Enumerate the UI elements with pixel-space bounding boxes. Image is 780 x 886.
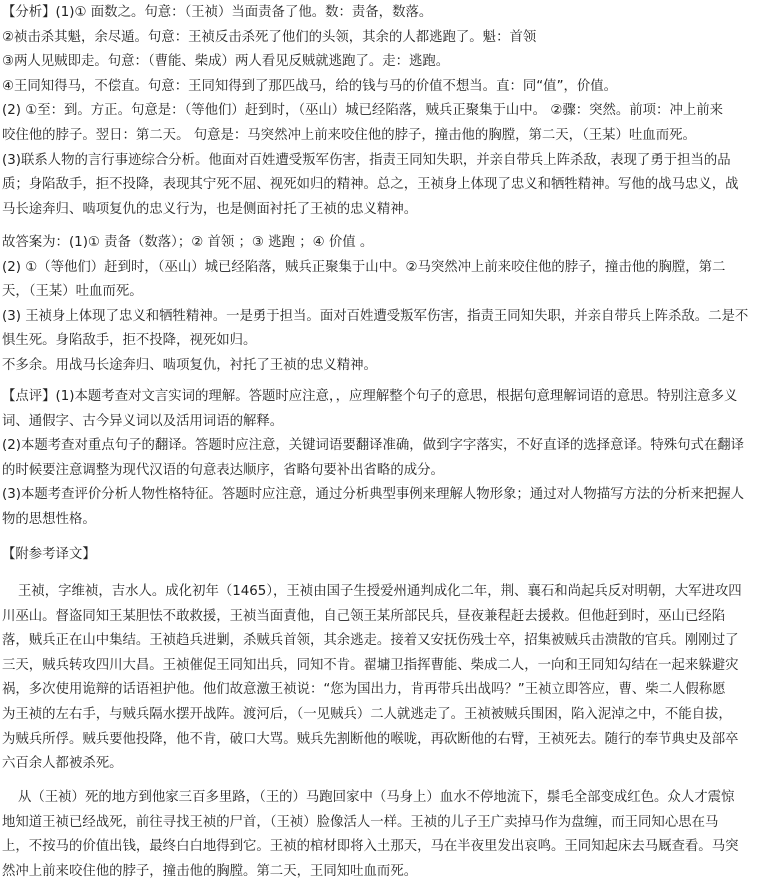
analysis-section (0, 1, 780, 222)
translation-line: 地知道王祯已经战死，前往寻找王祯的尸首，（王祯）脸像活人一样。王祯的儿子王广卖掉马作为盘缠，而王同知心思在马 (2, 814, 719, 830)
analysis-line: ③两人见贼即走。句意：（曹能、柴成）两人看见反贼就逃跑了。走：逃跑。 (2, 54, 450, 70)
translation-paragraph-2 (0, 786, 780, 884)
answer-line: 故答案为：(1)① 责备（数落）；② 首领 ；③ 逃跑 ；④ 价值 。 (2, 235, 374, 250)
translation-line: 为贼兵所俘。贼兵要他投降，他不肯，破口大骂。贼兵先割断他的喉咙，再砍断他的右臂，王祯死去。随行的奉节典史及部卒 (2, 731, 739, 747)
translation-line: 川巫山。督盗同知王某胆怯不敢救援，王祯当面責他，自己领王某所部民兵，昼夜兼程赶去援救。但他赶到时，巫山已经陷 (2, 608, 726, 624)
analysis-line: 质；身陷敌手，拒不投降，表现其宁死不屈、视死如归的精神。总之，王祯身上体现了忠义和牺牲精神。写他的战马忠义，战 (2, 177, 739, 193)
analysis-line: 咬住他的脖子。翌日：第二天。 句意是：马突然冲上前来咬住他的脖子，撞击他的胸膛，第二天，（王某）吐血而死。 (2, 127, 696, 143)
translation-line: 六百余人都被杀死。 (2, 756, 123, 772)
analysis-line: (3)联系人物的言行事迹综合分析。他面对百姓遭受叛军伤害，指责王同知失职，并亲自带兵上阵杀敌，表现了勇于担当的品 (2, 152, 731, 168)
analysis-line: ④王同知得马，不偿直。句意：王同知得到了那匹战马，给的钱与马的价值不想当。直：同“值”，价值。 (2, 78, 618, 94)
translation-heading: 【附参考译文】 (2, 547, 96, 562)
answer-section (0, 231, 780, 379)
translation-heading-block (0, 543, 780, 568)
comment-line: 物的思想性格。 (2, 511, 96, 527)
translation-line: 为王祯的左右手，与贼兵隔水摆开战阵。渡河后，（一见贼兵）二人就逃走了。王祯被贼兵围困，陷入泥淖之中，不能自拔， (2, 706, 732, 722)
answer-line: 惧生死。身陷敌手，拒不投降，视死如归。 (2, 333, 257, 349)
translation-line: 然冲上前来咬住他的脖子，撞击他的胸膛。第二天，王同知吐血而死。 (2, 863, 418, 879)
analysis-line: ②祯击杀其魁，余尽遁。句意：王祯反击杀死了他们的头领，其余的人都逃跑了。魁：首领 (2, 29, 537, 45)
translation-line: 三天，贼兵转攻四川大昌。王祯催促王同知出兵，同知不肯。翟墉卫指挥曹能、柴成二人，一向和王同知勾结在一起来躲避灾 (2, 657, 739, 673)
comment-line: (3)本题考查评价分析人物性格特征。答题时应注意，通过分析典型事例来理解人物形象；通过对人物描写方法的分析来把握人 (2, 487, 745, 503)
analysis-line: (2) ①至：到。方正。句意是：（等他们）赶到时，（巫山）城已经陷落，贼兵正聚集于山中。 ②骤：突然。前项：冲上前来 (2, 103, 724, 119)
translation-line: 落，贼兵正在山中集结。王祯趋兵进剿，杀贼兵首领，其余逃走。接着又安抚伤残士卒，招集被贼兵击溃散的官兵。刚刚过了 (2, 633, 739, 649)
comment-line: 词、通假字、古今异义词以及活用词语的解释。 (2, 413, 284, 429)
comment-line: 【点评】(1)本题考查对文言实词的理解。答题时应注意，，应理解整个句子的意思，根据句意理解词语的意思。特别注意多义 (2, 389, 738, 404)
translation-line: 上，不按马的价值出钱，最终白白地得到它。王祯的棺材即将入土那天，马在半夜里发出哀鸣。王同知起床去马厩查看。马突 (2, 839, 739, 855)
comment-line: 的时候要注意调整为现代汉语的句意表达顺序，省略句要补出省略的成分。 (2, 462, 444, 478)
translation-line: 祸，多次使用诡辩的话语袒护他。他们故意激王祯说：“您为国出力，肯再带兵出战吗？”王祯立即答应，曹、柴二人假称愿 (2, 682, 726, 698)
comment-section (0, 385, 780, 533)
translation-line: 从（王祯）死的地方到他家三百多里路，（王的）马跑回家中（马身上）血水不停地流下，鬃毛全部变成红色。众人才震惊 (18, 790, 735, 805)
translation-paragraph-1 (0, 580, 780, 777)
answer-line: 不多余。用战马长途奔归、啮项复仇，衬托了王祯的忠义精神。 (2, 357, 377, 373)
analysis-line: 马长途奔归、啮项复仇的忠义行为，也是侧面衬托了王祯的忠义精神。 (2, 201, 418, 217)
translation-line: 王祯，字维祯，吉水人。成化初年（1465），王祯由国子生授爱州通判成化二年，荆、襄石和尚起兵反对明朝，大军进攻四 (18, 584, 742, 599)
comment-line: (2)本题考查对重点句子的翻译。答题时应注意，关键词语要翻译准确，做到字字落实，不好直译的选择意译。特殊句式在翻译 (2, 438, 745, 454)
answer-line: 天，（王某）吐血而死。 (2, 284, 143, 300)
analysis-line: 【分析】(1)① 面数之。句意：（王祯）当面责备了他。数：责备，数落。 (2, 5, 433, 20)
answer-line: (3) 王祯身上体现了忠义和牺牲精神。一是勇于担当。面对百姓遭受叛军伤害，指责王同知失职，并亲自带兵上阵杀敌。二是不 (2, 308, 749, 324)
answer-line: (2) ①（等他们）赶到时，（巫山）城已经陷落，贼兵正聚集于山中。②马突然冲上前来咬住他的脖子，撞击他的胸膛，第二 (2, 259, 726, 275)
